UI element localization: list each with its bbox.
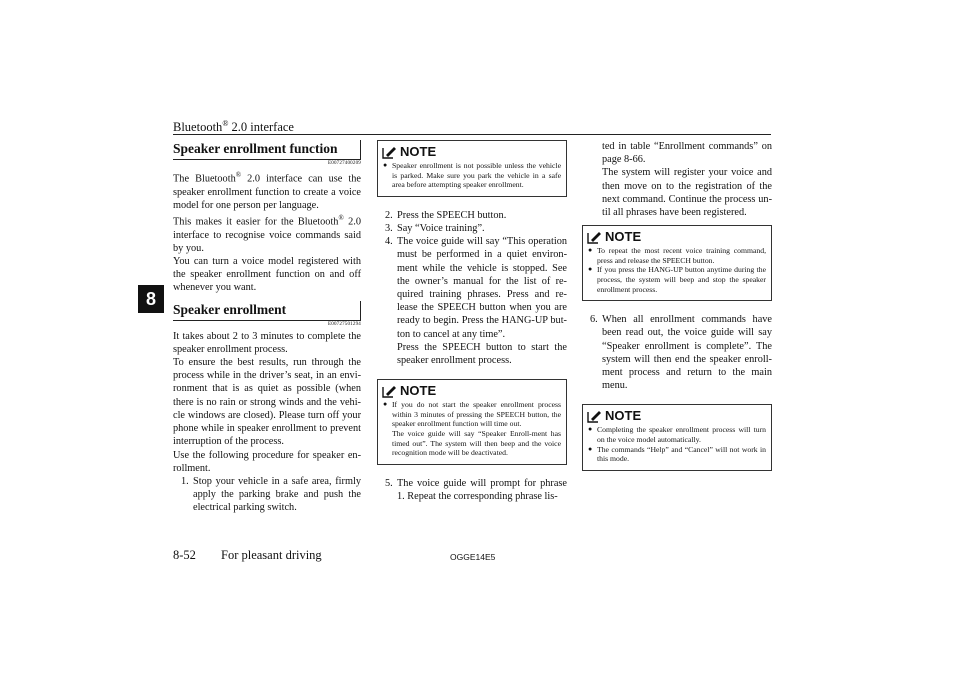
section-code: E00727400209	[328, 161, 361, 166]
paragraph: ted in table “Enrollment commands” on page 8-66.	[602, 141, 772, 166]
header-rule	[173, 134, 771, 135]
note-pencil-icon	[586, 409, 602, 423]
paragraph: Press the SPEECH button to start the speaker enrollment process.	[397, 341, 567, 367]
note-pencil-icon	[381, 145, 397, 159]
document-code: OGGE14E5	[450, 552, 496, 562]
list-item: 2. Press the SPEECH button.	[385, 209, 507, 221]
note-item: ● If you press the HANG-UP button anytime during the process, the system will beep and stop the speaker enrollment process.	[588, 265, 766, 294]
note-label: NOTE	[400, 144, 437, 159]
step-list	[173, 475, 361, 515]
column-1	[173, 140, 361, 515]
note-label: NOTE	[400, 383, 437, 399]
column-2	[377, 140, 567, 503]
note-label: NOTE	[605, 408, 642, 424]
note-item: ● To repeat the most recent voice training command, press and release the SPEECH button.	[588, 246, 766, 265]
list-item: 4. The voice guide will say “This operation must be performed in a quiet environ-ment while the vehicle is stopped. See the owner’s manual for the list of re-quired training phrases. Press and re-lease the SPEECH button when you are ready to begin. Press the HANG-UP but-ton to cancel at any time”.	[385, 236, 567, 340]
paragraph: It takes about 2 to 3 minutes to complete the speaker enrollment process.	[173, 330, 361, 355]
paragraph: You can turn a voice model registered with the speaker enrollment function on and off whenever you want.	[173, 256, 361, 294]
column-3	[582, 140, 772, 471]
running-header: Bluetooth® 2.0 interface	[173, 119, 294, 135]
step-list	[377, 209, 567, 341]
note-box	[582, 225, 772, 301]
note-box	[582, 404, 772, 470]
note-box	[377, 379, 567, 465]
note-pencil-icon	[381, 384, 397, 398]
note-item: ● Completing the speaker enrollment process will turn on the voice model automatically.	[588, 425, 766, 444]
section-title-speaker-enrollment: Speaker enrollment	[173, 301, 361, 321]
footer-section: For pleasant driving	[221, 548, 322, 562]
note-box	[377, 140, 567, 197]
list-item: 3. Say “Voice training”.	[385, 222, 485, 234]
page-number: 8-52	[173, 548, 196, 562]
note-label: NOTE	[605, 229, 642, 245]
step-list	[377, 477, 567, 503]
paragraph: To ensure the best results, run through the process while in the driver’s seat, in an envi-ronment that is as quiet as possible (when there is no rain or strong winds and the vehi-cle windows are closed). Please turn off your phone while in speaker enrollment to prevent interruption of the process.	[173, 357, 361, 448]
note-item: ● If you do not start the speaker enrollment process within 3 minutes of pressing the SPEECH button, the speaker enrollment function will time out. The voice guide will say “Speaker Enroll-ment has timed out”. The system will then beep and the voice recognition mode will be deactivated.	[383, 400, 561, 458]
note-item: ● The commands “Help” and “Cancel” will not work in this mode.	[588, 444, 766, 464]
section-title-speaker-enrollment-function: Speaker enrollment function	[173, 140, 361, 160]
step-list	[582, 313, 772, 392]
list-item: 6. When all enrollment commands have been read out, the voice guide will say “Speaker enrollment is complete”. The system will then end the speaker enroll-ment process and return to the main menu.	[590, 314, 772, 392]
note-item: ● Speaker enrollment is not possible unless the vehicle is parked. Make sure you park the vehicle in a safe area before attempting speaker enrollment.	[383, 161, 561, 190]
note-pencil-icon	[586, 230, 602, 244]
chapter-tab: 8	[138, 285, 164, 313]
section-code: E00727501294	[328, 321, 361, 327]
paragraph: The Bluetooth® 2.0 interface can use the speaker enrollment function to create a voice model for one person per language.	[173, 171, 361, 211]
paragraph: Use the following procedure for speaker en-rollment.	[173, 449, 361, 474]
paragraph: This makes it easier for the Bluetooth® 2.0 interface to recognise voice commands said by you.	[173, 214, 361, 254]
list-item: 5. The voice guide will prompt for phrase 1. Repeat the corresponding phrase lis-	[385, 477, 567, 502]
list-item: 1. Stop your vehicle in a safe area, firmly apply the parking brake and push the electrical parking switch.	[181, 475, 361, 514]
paragraph: The system will register your voice and then move on to the registration of the next command. Continue the process un-til all phrases have been registered.	[602, 167, 772, 219]
